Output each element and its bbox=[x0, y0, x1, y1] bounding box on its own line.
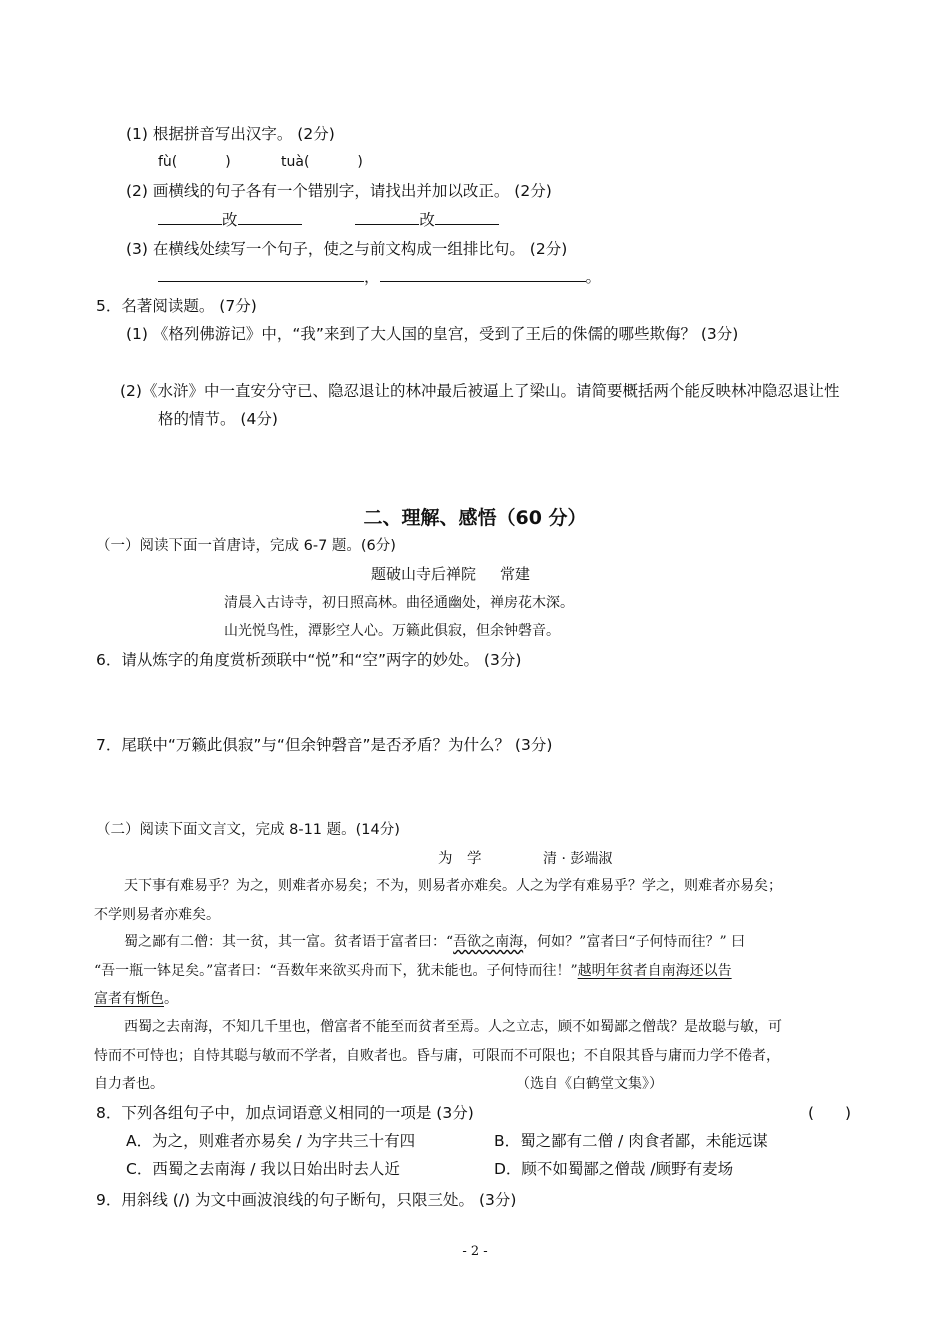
text-title: 为 学 bbox=[438, 851, 482, 867]
q8-option-a: A．为之，则难者亦易矣 / 为字共三十有四 bbox=[126, 1132, 416, 1150]
prose-para3-line1: 西蜀之去南海，不知几千里也，僧富者不能至而贫者至焉。人之立志，顾不如蜀鄙之僧哉？是故聪与敏，可 bbox=[124, 1019, 782, 1035]
q4-correction-blanks: 改 改 bbox=[158, 209, 499, 230]
q5-sub2-line2: 格的情节。 (4分) bbox=[158, 410, 278, 428]
answer-blank[interactable] bbox=[355, 209, 419, 225]
prose-para2-line2: “吾一瓶一钵足矣。”富者曰：“吾数年来欲买舟而下，犹未能也。子何恃而往！”越明年贫者自南海还以告 bbox=[94, 963, 732, 979]
poem-author: 常建 bbox=[500, 565, 531, 583]
prose-para3-line3: 自力者也。 bbox=[94, 1076, 164, 1092]
q4-pinyin-1: fù( ) bbox=[158, 154, 231, 170]
q5-sub1: (1) 《格列佛游记》中，“我”来到了大人国的皇宫，受到了王后的侏儒的哪些欺侮？ (3分) bbox=[126, 325, 739, 343]
q5-sub2-line1: (2)《水浒》中一直安分守已、隐忍退让的林冲最后被逼上了梁山。请简要概括两个能反映林冲隐忍退让性 bbox=[120, 382, 840, 400]
wavy-underlined-sentence: 吾欲之南海 bbox=[453, 934, 524, 950]
text-source: （选自《白鹤堂文集》） bbox=[516, 1076, 663, 1092]
q4-sub3: (3) 在横线处续写一个句子，使之与前文构成一组排比句。 (2分) bbox=[126, 240, 568, 258]
section-heading: 二、理解、感悟（60 分） bbox=[363, 507, 587, 529]
page-number: - 2 - bbox=[462, 1244, 488, 1259]
q8-option-c: C．西蜀之去南海 / 我以日始出时去人近 bbox=[126, 1160, 400, 1178]
answer-blank[interactable] bbox=[158, 266, 364, 282]
q7: 7．尾联中“万籁此俱寂”与“但余钟磬音”是否矛盾？为什么？ (3分) bbox=[96, 736, 553, 754]
q4-sub1: (1) 根据拼音写出汉字。 (2分) bbox=[126, 125, 335, 143]
q5-title: 5．名著阅读题。 (7分) bbox=[96, 297, 257, 315]
q8-option-d: D．顾不如蜀鄙之僧哉 /顾野有麦场 bbox=[494, 1160, 734, 1178]
prose-para2-line3: 富者有惭色。 bbox=[94, 991, 178, 1007]
poem-title-line bbox=[371, 564, 530, 584]
q4-parallel-blanks: ， 。 bbox=[158, 266, 601, 287]
answer-blank[interactable] bbox=[435, 209, 499, 225]
q8-option-b: B．蜀之鄙有二僧 / 肉食者鄙，未能远谋 bbox=[494, 1132, 768, 1150]
prose-para1-line1: 天下事有难易乎？为之，则难者亦易矣；不为，则易者亦难矣。人之为学有难易乎？学之，则难者亦易矣； bbox=[124, 878, 782, 894]
prose-para3-line2: 恃而不可恃也；自恃其聪与敏而不学者，自败者也。昏与庸，可限而不可限也；不自限其昏与庸而力学不倦者， bbox=[94, 1048, 780, 1064]
q4-pinyin-2: tuà( ) bbox=[281, 154, 363, 170]
poem-line-2: 山光悦鸟性，潭影空人心。万籁此俱寂，但余钟磬音。 bbox=[224, 623, 560, 639]
poem-line-1: 清晨入古诗寺，初日照高林。曲径通幽处，禅房花木深。 bbox=[224, 595, 574, 611]
prose-para2-line1: 蜀之鄙有二僧：其一贫，其一富。贫者语于富者曰：“吾欲之南海，何如？”富者曰“子何恃而往？” 曰 bbox=[124, 934, 746, 950]
answer-blank[interactable] bbox=[380, 266, 586, 282]
q4-sub2: (2) 画横线的句子各有一个错别字，请找出并加以改正。 (2分) bbox=[126, 182, 552, 200]
sec2-intro: （二）阅读下面文言文，完成 8-11 题。(14分) bbox=[96, 822, 400, 838]
prose-para1-line2: 不学则易者亦难矣。 bbox=[94, 907, 220, 923]
answer-blank[interactable] bbox=[238, 209, 302, 225]
answer-blank[interactable] bbox=[158, 209, 222, 225]
sec1-intro: （一）阅读下面一首唐诗，完成 6-7 题。(6分) bbox=[96, 538, 396, 554]
q8-answer-paren[interactable]: ( ) bbox=[808, 1104, 852, 1122]
text-author: 清 · 彭端淑 bbox=[543, 851, 613, 867]
underlined-sentence: 越明年贫者自南海还以告 bbox=[577, 963, 732, 979]
poem-title: 题破山寺后禅院 bbox=[371, 565, 477, 583]
underlined-sentence-end: 富者有惭色 bbox=[94, 991, 164, 1007]
q9: 9．用斜线 (/) 为文中画波浪线的句子断句，只限三处。 (3分) bbox=[96, 1191, 517, 1209]
q8-title: 8．下列各组句子中，加点词语意义相同的一项是 (3分) bbox=[96, 1104, 474, 1122]
q6: 6．请从炼字的角度赏析颈联中“悦”和“空”两字的妙处。 (3分) bbox=[96, 651, 522, 669]
